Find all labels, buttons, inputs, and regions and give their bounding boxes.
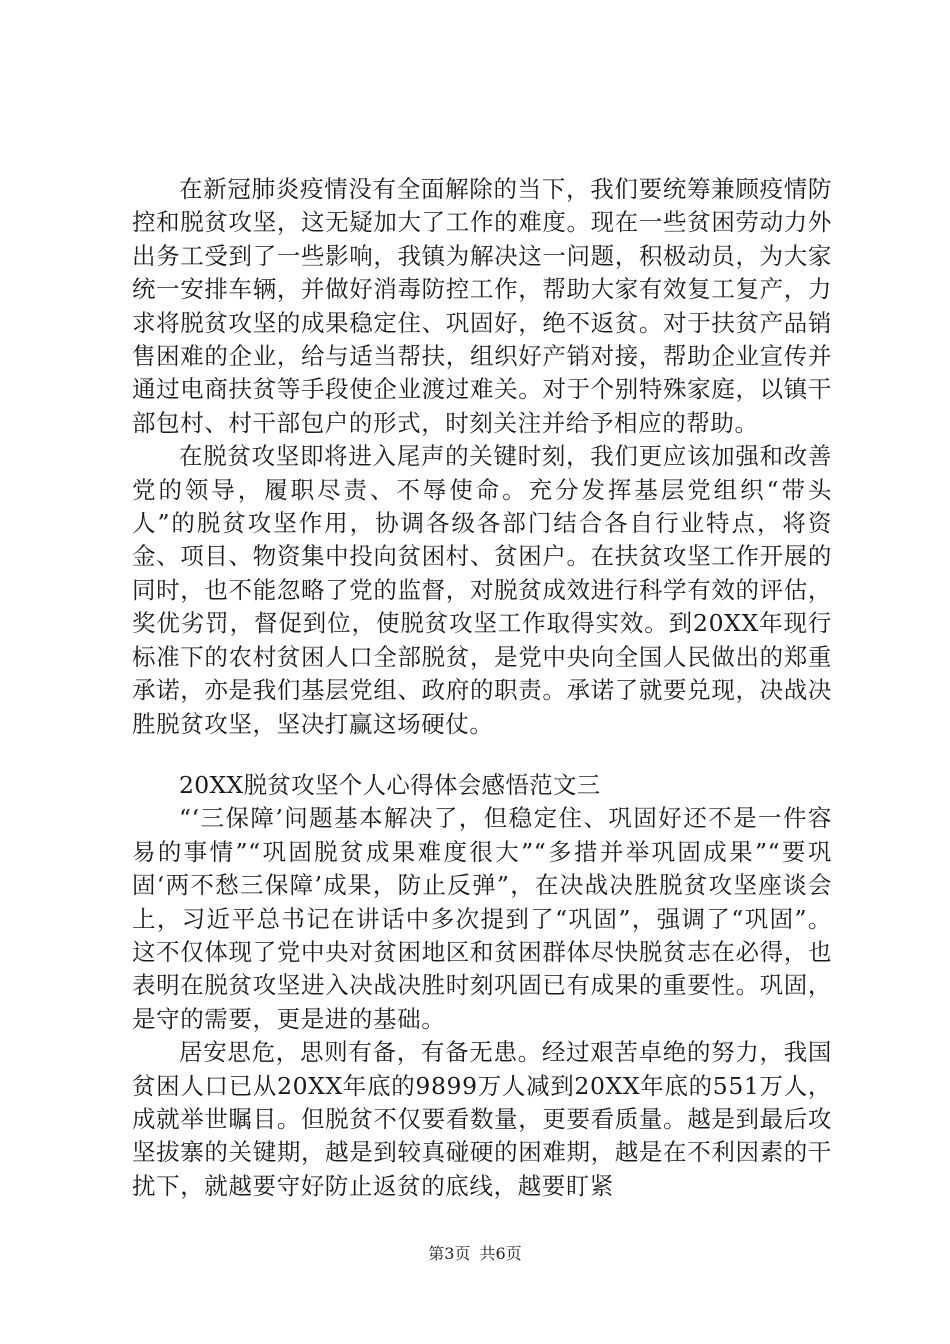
section-title: 20XX脱贫攻坚个人心得体会感悟范文三 (179, 770, 601, 799)
page-number: 第3页 (428, 1244, 471, 1263)
document-body (132, 173, 832, 1203)
paragraph-party-leadership: 在脱贫攻坚即将进入尾声的关键时刻，我们更应该加强和改善党的领导，履职尽责、不辱使命。充分发挥基层党组织“带头人”的脱贫攻坚作用，协调各级各部门结合各自行业特点，将资金、项目、物资集中投向贫困村、贫困户。在扶贫攻坚工作开展的同时，也不能忽略了党的监督，对脱贫成效进行科学有效的评估，奖优劣罚，督促到位，使脱贫攻坚工作取得实效。到20XX年现行标准下的农村贫困人口全部脱贫，是党中央向全国人民做出的郑重承诺，亦是我们基层党组、政府的职责。承诺了就要兑现，决战决胜脱贫攻坚，坚决打赢这场硬仗。 (132, 442, 832, 738)
page-total: 共6页 (479, 1244, 522, 1263)
paragraph-prepare-for-danger: 居安思危，思则有备，有备无患。经过艰苦卓绝的努力，我国贫困人口已从20XX年底的9899万人减到20XX年底的551万人，成就举世瞩目。但脱贫不仅要看数量，更要看质量。越是到最后攻坚拔寨的关键期，越是到较真碰硬的困难期，越是在不利因素的干扰下，就越要守好防止返贫的底线，越要盯紧 (132, 1038, 832, 1200)
paragraph-consolidate-results: “‘三保障’问题基本解决了，但稳定住、巩固好还不是一件容易的事情”“巩固脱贫成果难度很大”“多措并举巩固成果”“要巩固‘两不愁三保障’成果，防止反弹”，在决战决胜脱贫攻坚座谈会上，习近平总书记在讲话中多次提到了“巩固”，强调了“巩固”。这不仅体现了党中央对贫困地区和贫困群体尽快脱贫志在必得，也表明在脱贫攻坚进入决战决胜时刻巩固已有成果的重要性。巩固，是守的需要，更是进的基础。 (132, 804, 832, 1033)
paragraph-epidemic-and-poverty: 在新冠肺炎疫情没有全面解除的当下，我们要统筹兼顾疫情防控和脱贫攻坚，这无疑加大了工作的难度。现在一些贫困劳动力外出务工受到了一些影响，我镇为解决这一问题，积极动员，为大家统一安排车辆，并做好消毒防控工作，帮助大家有效复工复产，力求将脱贫攻坚的成果稳定住、巩固好，绝不返贫。对于扶贫产品销售困难的企业，给与适当帮扶，组织好产销对接，帮助企业宣传并通过电商扶贫等手段使企业渡过难关。对于个别特殊家庭，以镇干部包村、村干部包户的形式，时刻关注并给予相应的帮助。 (132, 175, 832, 437)
page-footer (0, 1244, 950, 1264)
